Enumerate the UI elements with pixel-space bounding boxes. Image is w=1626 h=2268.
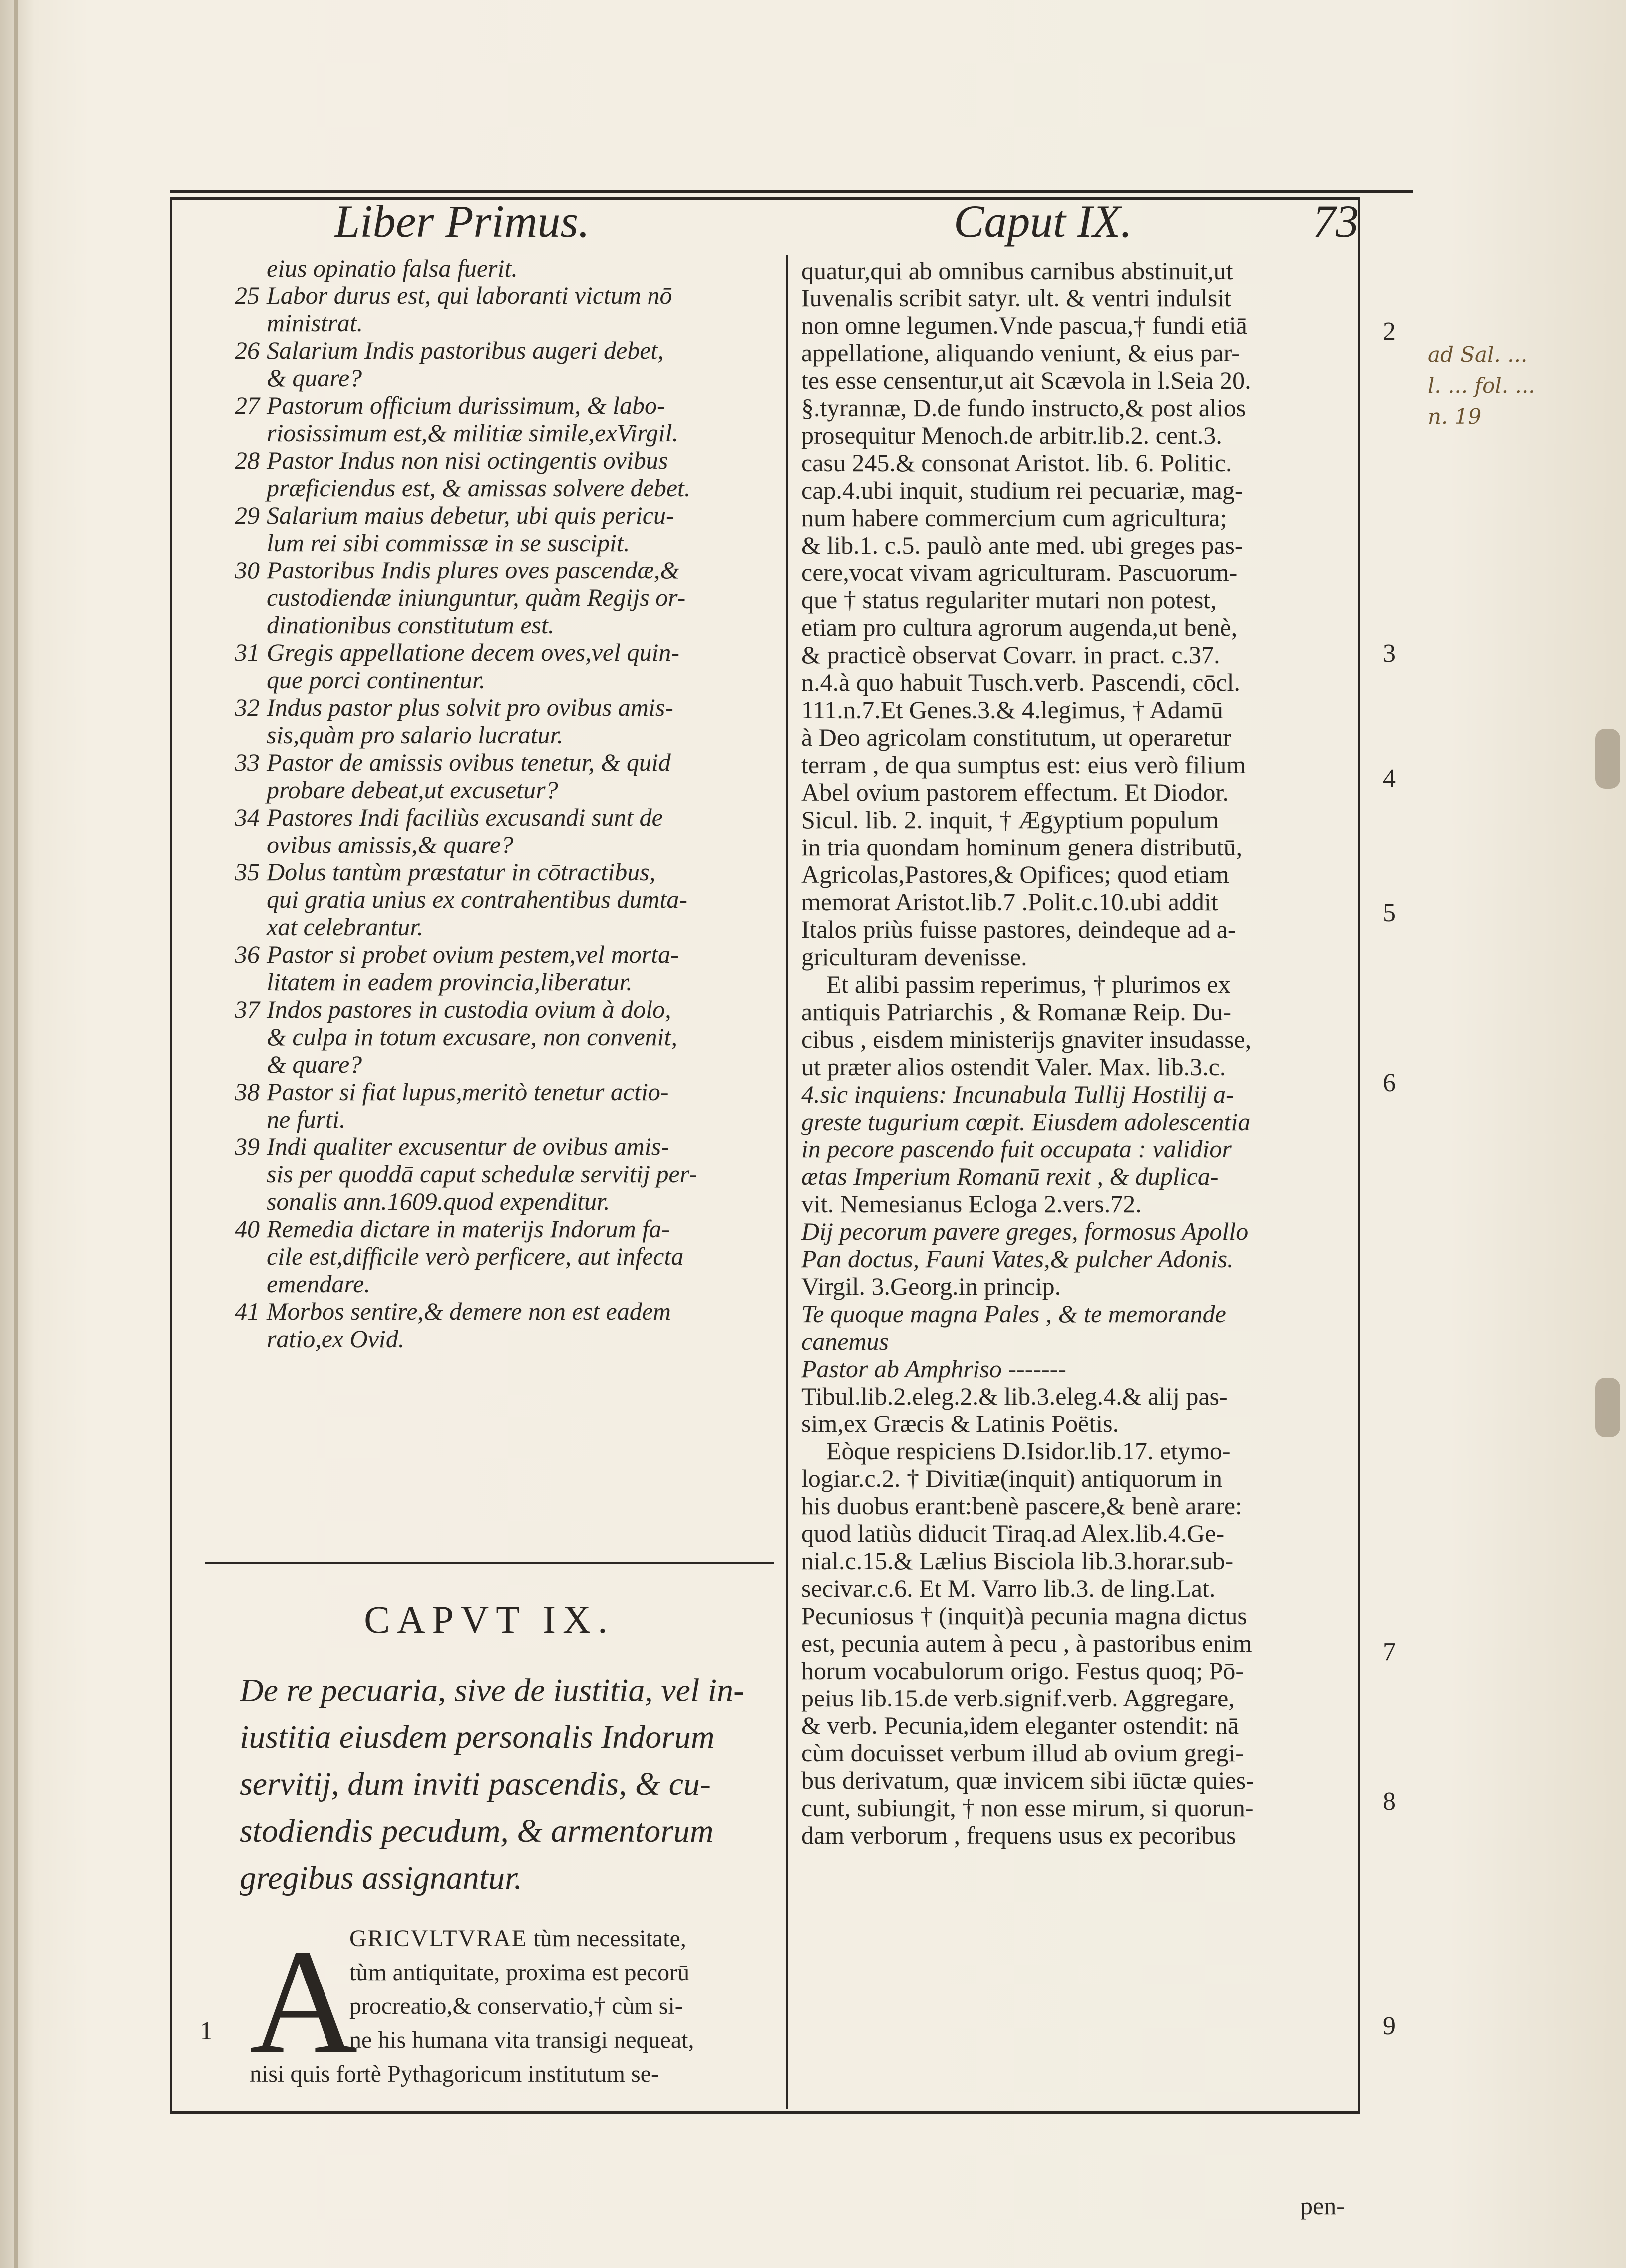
right-column-text: [801, 257, 1355, 1849]
body-line: Dij pecorum pavere greges, formosus Apollo: [801, 1218, 1249, 1245]
column-divider: [786, 255, 788, 2109]
summary-text: & quare?: [267, 364, 362, 392]
body-line: Eòque respiciens D.Isidor.lib.17. etymo-: [826, 1437, 1231, 1465]
summary-text: Pastores Indi faciliùs excusandi sunt de: [267, 804, 663, 831]
body-line: canemus: [801, 1328, 889, 1355]
chapter-summary-line: servitij, dum inviti pascendis, & cu-: [240, 1766, 711, 1802]
summary-line: [235, 831, 774, 858]
body-line: prosequitur Menoch.de arbitr.lib.2. cent.3.: [801, 422, 1222, 449]
margin-number: 1: [200, 2017, 213, 2045]
summary-number: 27: [235, 392, 260, 419]
drop-capital: A: [250, 1919, 358, 2084]
chapter-summary-line: stodiendis pecudum, & armentorum: [240, 1813, 714, 1849]
body-line: in pecore pascendo fuit occupata : validior: [801, 1135, 1232, 1163]
running-head: [170, 194, 1383, 249]
binding-gutter: [14, 0, 18, 2268]
incipit-line: ne his humana vita transigi nequeat,: [349, 2027, 694, 2053]
summary-line: [235, 282, 774, 309]
body-line: Iuvenalis scribit satyr. ult. & ventri indulsit: [801, 284, 1232, 312]
summary-number: 36: [235, 941, 260, 968]
summary-line: [235, 1215, 774, 1243]
summary-line: [235, 1243, 774, 1270]
margin-number: 6: [1383, 1069, 1396, 1097]
summary-line: [235, 749, 774, 776]
summary-text: & culpa in totum excusare, non convenit,: [267, 1023, 677, 1051]
body-line: peius lib.15.de verb.signif.verb. Aggregare,: [801, 1685, 1235, 1712]
body-line: cunt, subiungit, † non esse mirum, si quorun-: [801, 1794, 1254, 1822]
chapter-summary: [240, 1667, 774, 1902]
body-line: bus derivatum, quæ invicem sibi iūctæ quies-: [801, 1767, 1254, 1794]
body-line: Sicul. lib. 2. inquit, † Ægyptium populum: [801, 806, 1219, 834]
summary-text: Pastor Indus non nisi octingentis ovibus: [267, 447, 668, 474]
summary-line: [235, 721, 774, 749]
summary-text: Dolus tantùm præstatur in cōtractibus,: [267, 858, 656, 886]
summary-text: Remedia dictare in materijs Indorum fa-: [267, 1215, 670, 1243]
body-line: Pecuniosus † (inquit)à pecunia magna dictus: [801, 1602, 1247, 1630]
body-line: vit. Nemesianus Ecloga 2.vers.72.: [801, 1190, 1142, 1218]
body-line: ut præter alios ostendit Valer. Max. lib.3.c.: [801, 1053, 1226, 1081]
body-line: appellatione, aliquando veniunt, & eius par-: [801, 339, 1240, 367]
summary-line: [235, 611, 774, 639]
summary-text: emendare.: [267, 1270, 370, 1298]
summary-text: præficiendus est, & amissas solvere debet.: [267, 474, 691, 502]
summary-number: 39: [235, 1133, 260, 1160]
summary-text: custodiendæ iniunguntur, quàm Regijs or-: [267, 584, 686, 611]
body-line: non omne legumen.Vnde pascua,† fundi etiā: [801, 312, 1247, 339]
body-line: tes esse censentur,ut ait Scævola in l.Seia 20.: [801, 367, 1251, 394]
body-line: quod latiùs diducit Tiraq.ad Alex.lib.4.Ge-: [801, 1520, 1225, 1547]
summary-line: [235, 666, 774, 694]
margin-number: 9: [1383, 2012, 1396, 2040]
summary-text: Gregis appellatione decem oves,vel quin-: [267, 639, 680, 666]
summary-text: eius opinatio falsa fuerit.: [267, 255, 518, 282]
summary-text: dinationibus constitutum est.: [267, 611, 555, 639]
body-line: 4.sic inquiens: Incunabula Tullij Hostilij a-: [801, 1081, 1234, 1108]
body-line: est, pecunia autem à pecu , à pastoribus enim: [801, 1630, 1252, 1657]
summary-list: [235, 255, 774, 1353]
summary-number: 34: [235, 804, 260, 831]
body-line: Pastor ab Amphriso -------: [801, 1355, 1066, 1383]
body-line: & verb. Pecunia,idem eleganter ostendit: nā: [801, 1712, 1239, 1739]
summary-line: [235, 502, 774, 529]
summary-line: [235, 255, 774, 282]
summary-number: 25: [235, 282, 260, 309]
body-line: griculturam devenisse.: [801, 943, 1027, 971]
binding-tie-lower: [1595, 1378, 1620, 1437]
summary-text: Pastor si fiat lupus,meritò tenetur actio-: [267, 1078, 669, 1106]
body-line: Tibul.lib.2.eleg.2.& lib.3.eleg.4.& alij pas-: [801, 1383, 1228, 1410]
summary-line: [235, 1270, 774, 1298]
body-line: Et alibi passim reperimus, † plurimos ex: [826, 971, 1231, 998]
margin-number: 4: [1383, 764, 1396, 793]
body-line: Abel ovium pastorem effectum. Et Diodor.: [801, 779, 1229, 806]
summary-number: 31: [235, 639, 260, 666]
summary-number: 38: [235, 1078, 260, 1106]
summary-text: Pastorum officium durissimum, & labo-: [267, 392, 665, 419]
body-line: cap.4.ubi inquit, studium rei pecuariæ, mag-: [801, 477, 1243, 504]
summary-text: Pastor de amissis ovibus tenetur, & quid: [267, 749, 671, 776]
incipit-line: tùm antiquitate, proxima est pecorū: [349, 1959, 690, 1985]
header-rule: [170, 190, 1413, 193]
summary-line: [235, 639, 774, 666]
summary-line: [235, 1078, 774, 1106]
summary-number: 32: [235, 694, 260, 721]
body-line: §.tyrannæ, D.de fundo instructo,& post alios: [801, 394, 1246, 422]
body-line: antiquis Patriarchis , & Romanæ Reip. Du-: [801, 998, 1232, 1026]
summary-line: [235, 1298, 774, 1325]
summary-text: que porci continentur.: [267, 666, 486, 694]
summary-line: [235, 584, 774, 611]
summary-line: [235, 447, 774, 474]
summary-line: [235, 392, 774, 419]
running-head-book: Liber Primus.: [334, 196, 590, 247]
summary-line: [235, 968, 774, 996]
summary-text: Salarium maius debetur, ubi quis pericu-: [267, 502, 674, 529]
body-line: logiar.c.2. † Divitiæ(inquit) antiquorum in: [801, 1465, 1222, 1492]
summary-text: sis,quàm pro salario lucratur.: [267, 721, 564, 749]
summary-text: Indos pastores in custodia ovium à dolo,: [267, 996, 671, 1023]
summary-number: 33: [235, 749, 260, 776]
running-head-chapter: Caput IX.: [954, 196, 1132, 247]
summary-line: [235, 804, 774, 831]
summary-line: [235, 1051, 774, 1078]
body-line: casu 245.& consonat Aristot. lib. 6. Politic.: [801, 449, 1232, 477]
body-line: his duobus erant:benè pascere,& benè arare:: [801, 1492, 1242, 1520]
summary-text: xat celebrantur.: [267, 913, 423, 941]
margin-number: 7: [1383, 1638, 1396, 1666]
body-line: à Deo agricolam constitutum, ut operaretur: [801, 724, 1231, 751]
summary-line: [235, 941, 774, 968]
summary-line: [235, 1325, 774, 1353]
summary-end-rule: [205, 1562, 774, 1564]
body-line: & lib.1. c.5. paulò ante med. ubi greges pas-: [801, 532, 1243, 559]
body-line: Italos priùs fuisse pastores, deindeque ad a-: [801, 916, 1236, 943]
body-line: in tria quondam hominum genera distributū,: [801, 834, 1243, 861]
summary-text: Pastor si probet ovium pestem,vel morta-: [267, 941, 679, 968]
incipit-line: procreatio,& conservatio,† cùm si-: [349, 1993, 683, 2019]
summary-number: 29: [235, 502, 260, 529]
chapter-summary-line: iustitia eiusdem personalis Indorum: [240, 1719, 715, 1755]
summary-line: [235, 776, 774, 804]
summary-line: [235, 557, 774, 584]
summary-text: sis per quoddā caput schedulæ servitij per-: [267, 1160, 697, 1188]
body-line: cibus , eisdem ministerijs gnaviter insudasse,: [801, 1026, 1252, 1053]
body-line: cere,vocat vivam agriculturam. Pascuorum-: [801, 559, 1238, 586]
summary-line: [235, 886, 774, 913]
summary-line: [235, 337, 774, 364]
body-line: terram , de qua sumptus est: eius verò filium: [801, 751, 1246, 779]
body-line: nial.c.15.& Lælius Bisciola lib.3.horar.sub-: [801, 1547, 1234, 1575]
body-line: n.4.à quo habuit Tusch.verb. Pascendi, cōcl.: [801, 669, 1241, 696]
summary-text: riosissimum est,& militiæ simile,exVirgil.: [267, 419, 678, 447]
handwritten-line: l. ... fol. ...: [1428, 373, 1535, 398]
summary-text: Morbos sentire,& demere non est eadem: [267, 1298, 671, 1325]
summary-line: [235, 1023, 774, 1051]
body-line: etiam pro cultura agrorum augenda,ut benè,: [801, 614, 1238, 641]
summary-line: [235, 529, 774, 557]
summary-text: litatem in eadem provincia,liberatur.: [267, 968, 633, 996]
summary-line: [235, 1188, 774, 1215]
body-line: num habere commercium cum agricultura;: [801, 504, 1227, 532]
summary-text: ratio,ex Ovid.: [267, 1325, 405, 1353]
summary-text: Indus pastor plus solvit pro ovibus amis-: [267, 694, 673, 721]
page-number: 73: [1313, 196, 1359, 247]
binding-tie-upper: [1595, 729, 1620, 789]
summary-number: 30: [235, 557, 260, 584]
body-line: horum vocabulorum origo. Festus quoq; Pō-: [801, 1657, 1244, 1685]
summary-line: [235, 913, 774, 941]
summary-number: 40: [235, 1215, 260, 1243]
summary-line: [235, 419, 774, 447]
summary-text: ministrat.: [267, 309, 363, 337]
body-line: Agricolas,Pastores,& Opifices; quod etiam: [801, 861, 1229, 888]
body-line: & practicè observat Covarr. in pract. c.37.: [801, 641, 1220, 669]
body-line: sim,ex Græcis & Latinis Poëtis.: [801, 1410, 1119, 1437]
body-line: Virgil. 3.Georg.in princip.: [801, 1273, 1061, 1300]
summary-line: [235, 364, 774, 392]
summary-text: & quare?: [267, 1051, 362, 1078]
chapter-heading: CAPVT IX.: [364, 1598, 615, 1641]
incipit-line-1: GRICVLTVRAE tùm necessitate,: [349, 1925, 686, 1952]
body-line: Te quoque magna Pales , & te memorande: [801, 1300, 1226, 1328]
summary-line: [235, 1133, 774, 1160]
body-line: 111.n.7.Et Genes.3.& 4.legimus, † Adamū: [801, 696, 1223, 724]
summary-text: lum rei sibi commissæ in se suscipit.: [267, 529, 630, 557]
body-line: que † status regulariter mutari non potest,: [801, 586, 1217, 614]
body-line: cùm docuisset verbum illud ab ovium gregi-: [801, 1739, 1244, 1767]
summary-text: Indi qualiter excusentur de ovibus amis-: [267, 1133, 669, 1160]
handwritten-line: ad Sal. ...: [1428, 342, 1528, 367]
summary-line: [235, 858, 774, 886]
summary-line: [235, 1106, 774, 1133]
summary-number: 26: [235, 337, 260, 364]
summary-text: Labor durus est, qui laboranti victum nō: [267, 282, 672, 309]
summary-line: [235, 309, 774, 337]
incipit-line: nisi quis fortè Pythagoricum institutum se-: [250, 2061, 659, 2087]
body-line: ætas Imperium Romanū rexit , & duplica-: [801, 1163, 1219, 1190]
margin-number: 8: [1383, 1787, 1396, 1816]
body-line: greste tugurium cœpit. Eiusdem adolescentia: [801, 1108, 1251, 1135]
body-line: quatur,qui ab omnibus carnibus abstinuit,ut: [801, 257, 1233, 284]
chapter-summary-line: De re pecuaria, sive de iustitia, vel in-: [240, 1672, 745, 1708]
handwritten-line: n. 19: [1428, 404, 1482, 429]
summary-text: probare debeat,ut excusetur?: [267, 776, 558, 804]
chapter-incipit: [250, 1919, 784, 2091]
body-line: secivar.c.6. Et M. Varro lib.3. de ling.Lat.: [801, 1575, 1216, 1602]
margin-number: 5: [1383, 899, 1396, 927]
body-line: dam verborum , frequens usus ex pecoribus: [801, 1822, 1236, 1849]
handwritten-annotation: [1428, 339, 1618, 432]
chapter-summary-line: gregibus assignantur.: [240, 1860, 522, 1896]
margin-number: 3: [1383, 639, 1396, 668]
summary-line: [235, 694, 774, 721]
body-line: Pan doctus, Fauni Vates,& pulcher Adonis.: [801, 1245, 1234, 1273]
summary-line: [235, 996, 774, 1023]
summary-text: ne furti.: [267, 1106, 346, 1133]
catchword: pen-: [1301, 2192, 1345, 2220]
summary-number: 35: [235, 858, 260, 886]
summary-text: ovibus amissis,& quare?: [267, 831, 513, 858]
body-line: memorat Aristot.lib.7 .Polit.c.10.ubi addit: [801, 888, 1218, 916]
summary-text: Pastoribus Indis plures oves pascendæ,&: [267, 557, 680, 584]
summary-line: [235, 1160, 774, 1188]
summary-text: Salarium Indis pastoribus augeri debet,: [267, 337, 664, 364]
summary-line: [235, 474, 774, 502]
margin-number: 2: [1383, 317, 1396, 346]
summary-text: qui gratia unius ex contrahentibus dumta-: [267, 886, 687, 913]
summary-text: cile est,difficile verò perficere, aut infecta: [267, 1243, 684, 1270]
summary-text: sonalis ann.1609.quod expenditur.: [267, 1188, 610, 1215]
summary-number: 41: [235, 1298, 260, 1325]
summary-number: 28: [235, 447, 260, 474]
incipit-first-word: GRICVLTVRAE: [349, 1925, 528, 1952]
summary-number: 37: [235, 996, 260, 1023]
